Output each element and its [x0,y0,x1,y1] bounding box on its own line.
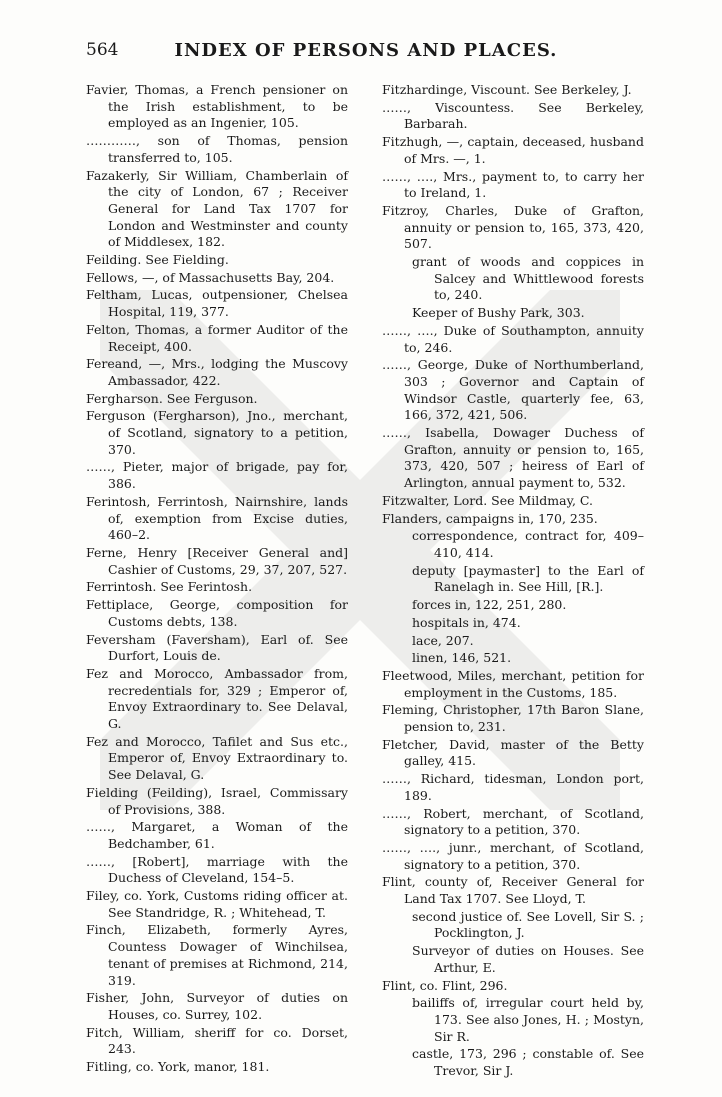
index-entry: ……, Margaret, a Woman of the Bedchamber, 61. [86,819,348,851]
index-entry: Fitch, William, sheriff for co. Dorset, 243. [86,1024,348,1057]
index-entry: Feltham, Lucas, outpensioner, Chelsea Hospital, 119, 377. [86,287,348,320]
index-entry: Ferintosh, Ferrintosh, Nairnshire, lands of, exemption from Excise duties, 460–2. [86,493,348,543]
index-entry: ……, Viscountess. See Berkeley, Barbarah. [382,99,644,132]
index-entry: Fez and Morocco, Tafilet and Sus etc., Emperor of, Envoy Extraordinary to. See Delaval, G. [86,733,348,783]
index-entry: Fitling, co. York, manor, 181. [86,1059,270,1075]
index-entry: Fitzwalter, Lord. See Mildmay, C. [382,492,594,508]
index-entry: Fletcher, David, master of the Betty galley, 415. [382,736,644,769]
index-entry: Fellows, —, of Massachusetts Bay, 204. [86,269,335,285]
page-number: 564 [86,40,119,60]
index-entry: Favier, Thomas, a French pensioner on the Irish establishment, to be employed as an Ingenier, 105. [86,82,348,131]
index-column-right [382,82,644,1081]
index-entry: Fazakerly, Sir William, Chamberlain of the city of London, 67 ; Receiver General for Land Tax 1707 for London and Westminster and county of Middlesex, 182. [86,167,348,250]
index-entry: Feilding. See Fielding. [86,252,229,268]
index-subentry: linen, 146, 521. [412,650,512,666]
index-subentry: deputy [paymaster] to the Earl of Ranelagh in. See Hill, [R.]. [412,562,644,595]
index-entry: Fergharson. See Ferguson. [86,390,258,406]
index-subentry: Keeper of Bushy Park, 303. [412,305,585,321]
index-entry: Fleetwood, Miles, merchant, petition for employment in the Customs, 185. [382,667,644,700]
index-entry: ……, …., Duke of Southampton, annuity to, 246. [382,322,644,355]
index-entry: Fisher, John, Surveyor of duties on Houses, co. Surrey, 102. [86,990,348,1022]
index-subentry: Surveyor of duties on Houses. See Arthur, E. [412,943,644,975]
index-entry: Fitzhardinge, Viscount. See Berkeley, J. [382,82,632,97]
index-entry: ……, …., Mrs., payment to, to carry her to Ireland, 1. [382,168,644,201]
index-entry: ……, Robert, merchant, of Scotland, signatory to a petition, 370. [382,805,644,838]
index-subentry: second justice of. See Lovell, Sir S. ; Pocklington, J. [412,908,644,941]
index-subentry: lace, 207. [412,632,474,648]
index-subentry: grant of woods and coppices in Salcey and Whittlewood forests to, 240. [412,254,644,303]
index-entry: Fielding (Feilding), Israel, Commissary of Provisions, 388. [86,784,348,817]
index-subentry: correspondence, contract for, 409–410, 414. [412,528,644,560]
index-entry: ……, …., junr., merchant, of Scotland, signatory to a petition, 370. [382,839,644,872]
page-header [86,40,646,66]
index-entry: Felton, Thomas, a former Auditor of the Receipt, 400. [86,321,348,354]
index-entry: Flanders, campaigns in, 170, 235. [382,510,598,526]
index-subentry: castle, 173, 296 ; constable of. See Trevor, Sir J. [412,1046,644,1079]
index-entry: …………, son of Thomas, pension transferred to, 105. [86,133,348,165]
index-entry: Ferguson (Fergharson), Jno., merchant, of Scotland, signatory to a petition, 370. [86,408,348,457]
index-entry: Ferne, Henry [Receiver General and] Cashier of Customs, 29, 37, 207, 527. [86,544,348,577]
index-entry: ……, Isabella, Dowager Duchess of Grafton, annuity or pension to, 165, 373, 420, 507 ; heiress of Earl of Arlington, annual payment to, 532. [382,425,644,491]
index-entry: Filey, co. York, Customs riding officer at. See Standridge, R. ; Whitehead, T. [86,888,348,920]
index-entry: ……, [Robert], marriage with the Duchess of Cleveland, 154–5. [86,853,348,886]
index-entry: Ferrintosh. See Ferintosh. [86,579,253,595]
index-subentry: hospitals in, 474. [412,614,521,630]
index-entry: Fitzhugh, —, captain, deceased, husband of Mrs. —, 1. [382,134,644,166]
index-entry: Fitzroy, Charles, Duke of Grafton, annuity or pension to, 165, 373, 420, 507. [382,202,644,252]
index-subentry: forces in, 122, 251, 280. [412,597,567,613]
index-entry: Flint, county of, Receiver General for Land Tax 1707. See Lloyd, T. [382,874,644,907]
index-entry: Finch, Elizabeth, formerly Ayres, Countess Dowager of Winchilsea, tenant of premises at Richmond, 214, 319. [86,922,348,988]
index-column-left [86,82,348,1077]
index-entry: Fez and Morocco, Ambassador from, recredentials for, 329 ; Emperor of, Envoy Extraordinary to. See Delaval, G. [86,665,348,732]
index-subentry: bailiffs of, irregular court held by, 173. See also Jones, H. ; Mostyn, Sir R. [412,995,644,1044]
index-entry: ……, George, Duke of Northumberland, 303 ; Governor and Captain of Windsor Castle, quarterly fee, 63, 166, 372, 421, 506. [382,357,644,423]
index-entry: Flint, co. Flint, 296. [382,977,508,993]
index-entry: ……, Richard, tidesman, London port, 189. [382,771,644,803]
index-entry: Fleming, Christopher, 17th Baron Slane, pension to, 231. [382,702,644,735]
index-entry: ……, Pieter, major of brigade, pay for, 386. [86,459,348,492]
index-entry: Feversham (Faversham), Earl of. See Durfort, Louis de. [86,631,348,664]
running-head: INDEX OF PERSONS AND PLACES. [174,40,558,61]
index-entry: Fettiplace, George, composition for Customs debts, 138. [86,597,348,629]
index-entry: Fereand, —, Mrs., lodging the Muscovy Ambassador, 422. [86,356,348,388]
